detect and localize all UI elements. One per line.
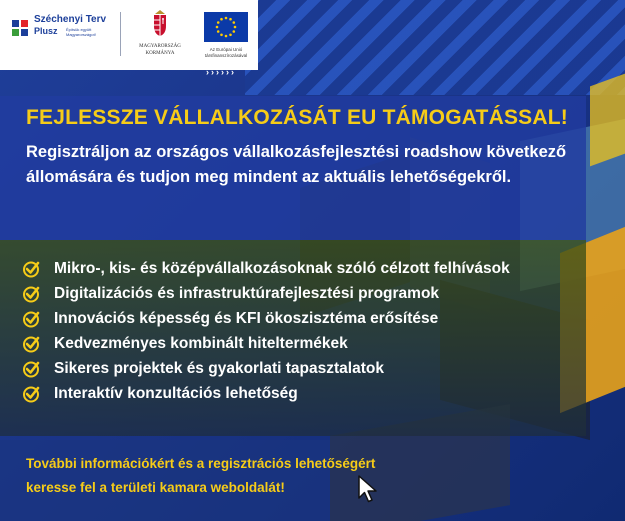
benefit-text: Mikro-, kis- és középvállalkozásoknak szóló célzott felhívások [54,259,510,277]
check-circle-icon [22,285,40,303]
szechenyi-title: Széchenyi Terv [34,14,107,25]
check-circle-icon [22,260,40,278]
intro-text: Regisztráljon az országos vállalkozásfejlesztési roadshow következő állomására és tudjon meg mindent az aktuális lehetőségekről. [26,143,567,186]
mouse-pointer-icon [357,474,379,504]
footer-line-1: További információkért és a regisztrációs lehetőségért [26,456,376,471]
eu-line-2: társfinanszírozásával [204,53,248,58]
footer-cta[interactable] [26,452,406,500]
decorative-cube-yellow [590,74,625,167]
szechenyi-mark-icon [12,20,30,38]
benefits-list [22,256,582,406]
hungarian-crest-icon [152,10,168,36]
list-item [22,281,582,306]
benefit-text: Sikeres projektek és gyakorlati tapasztalatok [54,359,384,377]
check-circle-icon [22,360,40,378]
eu-flag-icon [204,12,248,42]
szechenyi-terv-logo [10,12,114,60]
list-item [22,381,582,406]
logo-divider [120,12,121,56]
list-item [22,306,582,331]
check-circle-icon [22,385,40,403]
footer-line-2: keresse fel a területi kamara weboldalát! [26,480,285,495]
headline: FEJLESSZE VÁLLALKOZÁSÁT EU TÁMOGATÁSSAL! [26,106,568,129]
list-item [22,331,582,356]
benefit-text: Kedvezményes kombinált hiteltermékek [54,334,348,352]
list-item [22,256,582,281]
eu-logo [198,10,254,62]
benefit-text: Interaktív konzultációs lehetőség [54,384,298,402]
gov-line-1: MAGYARORSZÁG [139,44,181,49]
gov-line-2: KORMÁNYA [145,51,175,56]
chevron-arrows-icon: › › › › › › [206,67,234,77]
government-logo [128,10,192,62]
szechenyi-plusz: Plusz [34,26,58,36]
list-item [22,356,582,381]
logo-header [0,0,258,70]
benefit-text: Digitalizációs és infrastruktúrafejlesztési programok [54,284,440,302]
szechenyi-tagline: Építsük együtt Magyarországot! [66,27,96,37]
benefit-text: Innovációs képesség és KFI ökoszisztéma erősítése [54,309,439,327]
eu-line-1: Az Európai Unió [209,47,243,52]
check-circle-icon [22,310,40,328]
check-circle-icon [22,335,40,353]
chevron-stripe-pattern [245,0,625,95]
